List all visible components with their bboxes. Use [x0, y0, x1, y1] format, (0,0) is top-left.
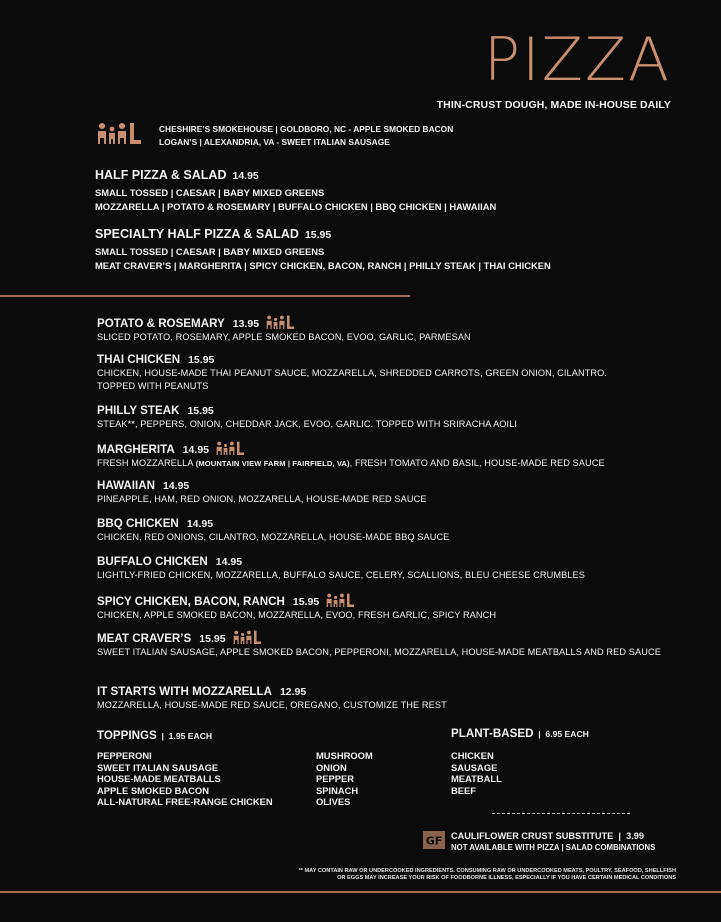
combo-name: HALF PIZZA & SALAD — [95, 168, 227, 182]
pizza-description: LIGHTLY-FRIED CHICKEN, MOZZARELLA, BUFFALO SAUCE, CELERY, SCALLIONS, BLEU CHEESE CRUMBLES — [97, 570, 585, 580]
pizza-description: SWEET ITALIAN SAUSAGE, APPLE SMOKED BACON, PEPPERONI, MOZZARELLA, HOUSE-MADE MEATBALLS AND RED SAUCE — [97, 647, 661, 657]
combo-pizza-options: MOZZARELLA | POTATO & ROSEMARY | BUFFALO CHICKEN | BBQ CHICKEN | HAWAIIAN — [95, 201, 497, 212]
pizza-bbq-chicken — [97, 517, 697, 544]
gf-icon-label: GF — [425, 834, 443, 848]
farm-family-icon — [326, 593, 354, 607]
desc-part: FRESH MOZZARELLA — [97, 458, 196, 468]
disclaimer-line-1: ** MAY CONTAIN RAW OR UNDERCOOKED INGREDIENTS. CONSUMING RAW OR UNDERCOOKED MEATS, POULTRY, SEAFOOD, SHELLFISH — [298, 868, 676, 874]
plant-based-price: 6.95 EACH — [545, 729, 589, 739]
list-item: HOUSE-MADE MEATBALLS — [97, 773, 221, 785]
list-item: OLIVES — [316, 796, 351, 808]
pizza-price: 14.95 — [182, 444, 209, 456]
pizza-price: 15.95 — [199, 633, 226, 645]
combo-salad-options: SMALL TOSSED | CAESAR | BABY MIXED GREENS — [95, 246, 325, 257]
plant-based-header: PLANT-BASED | 6.95 EACH — [451, 727, 589, 740]
combo-name: SPECIALTY HALF PIZZA & SALAD — [95, 227, 299, 241]
list-item: BEEF — [451, 784, 477, 796]
list-item: SAUSAGE — [451, 761, 498, 773]
combo-price: 15.95 — [304, 229, 332, 241]
section-divider — [0, 295, 410, 297]
toppings-price: 1.95 EACH — [168, 731, 213, 741]
gluten-free-icon — [423, 831, 445, 849]
pizza-name: BUFFALO CHICKEN — [97, 555, 208, 568]
pizza-potato-rosemary — [97, 315, 697, 344]
pizza-description — [97, 457, 697, 470]
pizza-buffalo-chicken — [97, 555, 697, 582]
plant-based-column — [451, 750, 502, 796]
combo-half-pizza-salad — [95, 168, 496, 214]
desc-part: , FRESH TOMATO AND BASIL, HOUSE-MADE RED SAUCE — [349, 458, 605, 468]
pizza-price: 13.95 — [232, 318, 260, 330]
pizza-description: MOZZARELLA, HOUSE-MADE RED SAUCE, OREGANO, CUSTOMIZE THE REST — [97, 700, 447, 710]
pizza-price: 12.95 — [279, 686, 307, 698]
list-item: PEPPER — [316, 773, 355, 785]
pizza-name: SPICY CHICKEN, BACON, RANCH — [97, 595, 285, 608]
disclaimer-line-2: OR EGGS MAY INCREASE YOUR RISK OF FOODBORNE ILLNESS, ESPECIALLY IF YOU HAVE CERTAIN MEDICAL CONDITIONS — [337, 875, 676, 881]
list-item: MEATBALL — [451, 773, 502, 785]
pizza-description-cont: TOPPED WITH PEANUTS — [97, 381, 209, 391]
pizza-name: PHILLY STEAK — [97, 404, 180, 417]
combo-pizza-options: MEAT CRAVER’S | MARGHERITA | SPICY CHICKEN, BACON, RANCH | PHILLY STEAK | THAI CHICKEN — [95, 260, 551, 271]
combo-price: 14.95 — [232, 170, 259, 182]
pizza-price: 14.95 — [186, 518, 214, 530]
bottom-rule — [0, 891, 721, 893]
pizza-name: HAWAIIAN — [97, 479, 155, 492]
pizza-name: POTATO & ROSEMARY — [97, 317, 225, 330]
pizza-price: 15.95 — [187, 405, 214, 417]
gf-label: CAULIFLOWER CRUST SUBSTITUTE — [451, 831, 614, 841]
page-subtitle: THIN-CRUST DOUGH, MADE IN-HOUSE DAILY — [436, 99, 671, 111]
list-item: APPLE SMOKED BACON — [97, 784, 209, 796]
combo-specialty-half-pizza-salad — [95, 227, 551, 273]
pizza-meat-cravers — [97, 630, 697, 659]
pizza-price: 15.95 — [292, 596, 320, 608]
list-item: CHICKEN — [451, 750, 494, 761]
pizza-description: SLICED POTATO, ROSEMARY, APPLE SMOKED BACON, EVOO, GARLIC, PARMESAN — [97, 332, 471, 342]
pizza-description: CHICKEN, APPLE SMOKED BACON, MOZZARELLA, EVOO, FRESH GARLIC, SPICY RANCH — [97, 610, 497, 620]
gluten-free-option: CAULIFLOWER CRUST SUBSTITUTE | 3.99 NOT AVAILABLE WITH PIZZA | SALAD COMBINATIONS — [451, 831, 656, 852]
list-item: PEPPERONI — [97, 750, 152, 761]
farm-family-icon — [97, 122, 141, 144]
toppings-header: TOPPINGS | 1.95 EACH — [97, 729, 213, 742]
farm-source: (MOUNTAIN VIEW FARM | FAIRFIELD, VA) — [195, 459, 350, 468]
farm-family-icon — [266, 315, 294, 329]
pizza-price: 14.95 — [162, 480, 190, 492]
list-item: SPINACH — [316, 784, 359, 796]
farm-family-icon — [233, 630, 261, 644]
gf-price: 3.99 — [626, 831, 644, 841]
pizza-hawaiian — [97, 479, 697, 506]
pizza-name: IT STARTS WITH MOZZARELLA — [97, 685, 272, 698]
list-item: ONION — [316, 761, 347, 773]
page-title: PIZZA — [483, 25, 671, 95]
pizza-philly-steak — [97, 404, 697, 431]
farm-family-icon — [216, 441, 244, 455]
list-item: MUSHROOM — [316, 750, 373, 761]
pizza-margherita — [97, 441, 697, 470]
gf-note: NOT AVAILABLE WITH PIZZA | SALAD COMBINATIONS — [451, 843, 656, 852]
pizza-name: MARGHERITA — [97, 443, 175, 456]
toppings-meats-column — [97, 750, 273, 808]
pizza-name: THAI CHICKEN — [97, 353, 181, 366]
pizza-thai-chicken — [97, 353, 697, 393]
legend-text — [159, 123, 453, 148]
dashed-divider — [492, 813, 630, 814]
food-safety-disclaimer — [296, 868, 676, 882]
pizza-price: 14.95 — [215, 556, 243, 568]
list-item: SWEET ITALIAN SAUSAGE — [97, 761, 219, 773]
toppings-veggies-column — [316, 750, 373, 808]
pizza-description: CHICKEN, HOUSE-MADE THAI PEANUT SAUCE, MOZZARELLA, SHREDDED CARROTS, GREEN ONION, CILANTRO. — [97, 368, 608, 378]
pizza-description: CHICKEN, RED ONIONS, CILANTRO, MOZZARELLA, HOUSE-MADE BBQ SAUCE — [97, 532, 450, 542]
pizza-spicy-chicken-bacon-ranch — [97, 593, 697, 622]
pizza-description: PINEAPPLE, HAM, RED ONION, MOZZARELLA, HOUSE-MADE RED SAUCE — [97, 494, 427, 504]
pizza-name: BBQ CHICKEN — [97, 517, 179, 530]
combo-salad-options: SMALL TOSSED | CAESAR | BABY MIXED GREENS — [95, 187, 325, 198]
legend-line-2: LOGAN’S | ALEXANDRIA, VA - SWEET ITALIAN SAUSAGE — [159, 136, 390, 147]
pizza-price: 15.95 — [188, 354, 215, 366]
list-item: ALL-NATURAL FREE-RANGE CHICKEN — [97, 796, 273, 808]
pizza-build-your-own — [97, 685, 697, 712]
pizza-name: MEAT CRAVER’S — [97, 632, 192, 645]
plant-based-title: PLANT-BASED — [451, 727, 534, 740]
pizza-description: STEAK**, PEPPERS, ONION, CHEDDAR JACK, EVOO, GARLIC. TOPPED WITH SRIRACHA AOILI — [97, 419, 518, 429]
legend-line-1: CHESHIRE’S SMOKEHOUSE | GOLDBORO, NC - APPLE SMOKED BACON — [159, 124, 454, 134]
toppings-title: TOPPINGS — [97, 729, 157, 742]
